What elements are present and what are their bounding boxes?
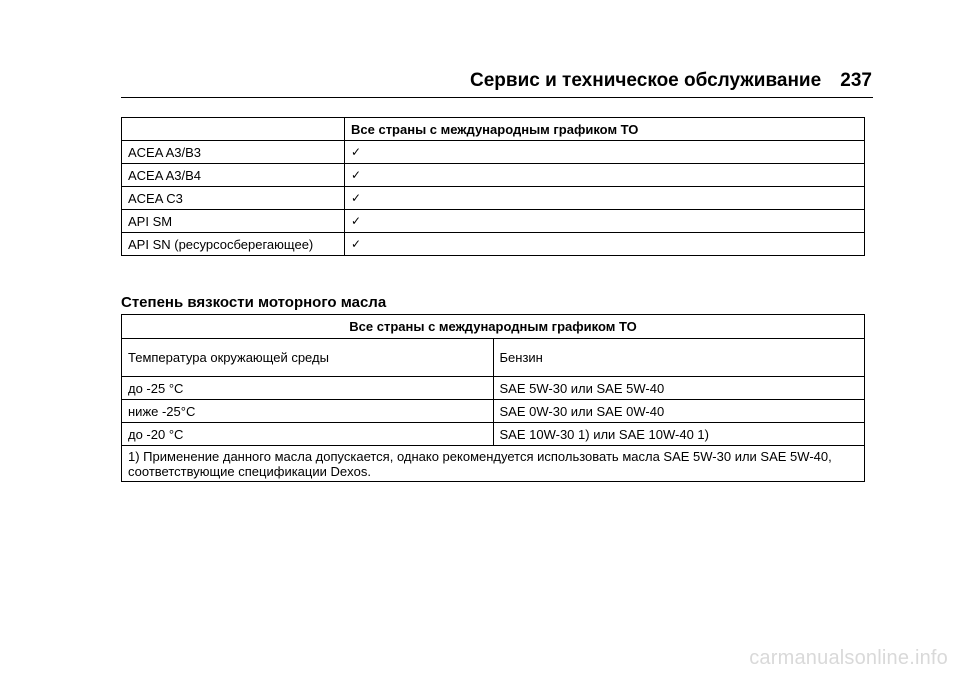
temperature-header-cell: Температура окружающей среды <box>122 339 494 377</box>
temperature-cell: ниже -25°C <box>122 400 494 423</box>
fuel-header-cell: Бензин <box>493 339 865 377</box>
table-header-cell: Все страны с международным графиком ТО <box>122 315 865 339</box>
footnote-cell: 1) Применение данного масла допускается, однако рекомендуется использовать масла SAE 5W-30 или SAE 5W-40, соответствующие спецификации Dexos. <box>122 446 865 482</box>
table-row <box>122 423 865 446</box>
oil-grade-cell: SAE 10W-30 1) или SAE 10W-40 1) <box>493 423 865 446</box>
temperature-cell: до -20 °C <box>122 423 494 446</box>
table-header-empty-cell <box>122 118 345 141</box>
check-icon: ✓ <box>345 187 865 210</box>
oil-spec-table <box>121 117 865 256</box>
check-icon: ✓ <box>345 233 865 256</box>
page-number: 237 <box>840 70 872 91</box>
table-footnote-row <box>122 446 865 482</box>
spec-cell: ACEA C3 <box>122 187 345 210</box>
table-subheader-row <box>122 339 865 377</box>
table-header-row <box>122 315 865 339</box>
spec-cell: API SM <box>122 210 345 233</box>
check-icon: ✓ <box>345 141 865 164</box>
header-rule <box>121 97 873 98</box>
oil-grade-cell: SAE 5W-30 или SAE 5W-40 <box>493 377 865 400</box>
watermark: carmanualsonline.info <box>749 647 948 669</box>
check-icon: ✓ <box>345 164 865 187</box>
page-header-title: Сервис и техническое обслуживание <box>470 70 822 91</box>
check-icon: ✓ <box>345 210 865 233</box>
table-row <box>122 164 865 187</box>
table-header-row <box>122 118 865 141</box>
oil-grade-cell: SAE 0W-30 или SAE 0W-40 <box>493 400 865 423</box>
table-header-cell: Все страны с международным графиком ТО <box>345 118 865 141</box>
table-row <box>122 141 865 164</box>
table-row <box>122 210 865 233</box>
table-row <box>122 233 865 256</box>
section-title: Степень вязкости моторного масла <box>121 294 387 311</box>
table-row <box>122 400 865 423</box>
spec-cell: ACEA A3/B4 <box>122 164 345 187</box>
viscosity-table <box>121 314 865 482</box>
spec-cell: API SN (ресурсосберегающее) <box>122 233 345 256</box>
table-row <box>122 187 865 210</box>
table-row <box>122 377 865 400</box>
spec-cell: ACEA A3/B3 <box>122 141 345 164</box>
temperature-cell: до -25 °C <box>122 377 494 400</box>
